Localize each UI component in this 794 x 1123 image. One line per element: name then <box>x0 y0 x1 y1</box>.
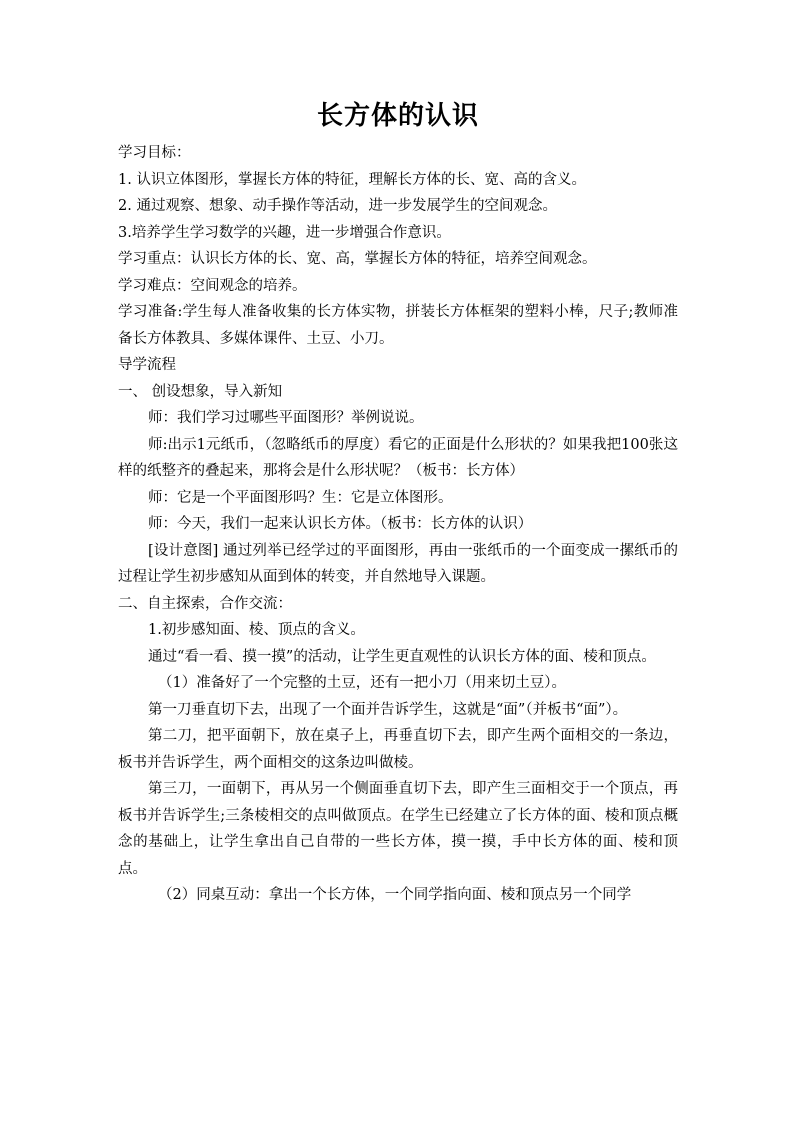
section2-step2: （2）同桌互动：拿出一个长方体，一个同学指向面、棱和顶点另一个同学 <box>158 887 632 903</box>
section2-intro: 通过“看一看、摸一摸”的活动，让学生更直观性的认识长方体的面、棱和顶点。 <box>148 648 656 665</box>
section1-heading: 一、 创设想象，导入新知 <box>118 383 283 400</box>
section2-heading: 二、自主探索，合作交流： <box>118 595 292 612</box>
section2-cut1: 第一刀垂直切下去，出现了一个面并告诉学生，这就是“面”（并板书“面”）。 <box>148 701 628 718</box>
document-title: 长方体的认识 <box>316 101 479 131</box>
design-intent: [设计意图] 通过列举已经学过的平面图形，再由一张纸币的一个面变成一摞纸币的过程让学生初步感知从面到体的转变，并自然地导入课题。 <box>118 542 678 585</box>
objective-item: 1. 认识立体图形，掌握长方体的特征，理解长方体的长、宽、高的含义。 <box>118 171 586 188</box>
section1-line: 师：它是一个平面图形吗？生：它是立体图形。 <box>148 489 453 506</box>
document-page <box>118 96 678 909</box>
objectives-heading: 学习目标： <box>118 145 191 161</box>
section2-step1: （1）准备好了一个完整的土豆，还有一把小刀（用来切土豆）。 <box>158 675 566 691</box>
preparation: 学习准备:学生每人准备收集的长方体实物，拼装长方体框架的塑料小棒，尺子;教师准备长方体教具、多媒体课件、土豆、小刀。 <box>118 304 678 347</box>
objective-item: 3.培养学生学习数学的兴趣，进一步增强合作意识。 <box>118 224 451 241</box>
section1-line: 师:出示1元纸币，（忽略纸币的厚度）看它的正面是什么形状的？如果我把100张这样的纸整齐的叠起来，那将会是什么形状呢？（板书：长方体） <box>118 436 678 479</box>
section2-cut2: 第二刀，把平面朝下，放在桌子上，再垂直切下去，即产生两个面相交的一条边，板书并告诉学生，两个面相交的这条边叫做棱。 <box>118 728 678 771</box>
objective-item: 2. 通过观察、想象、动手操作等活动，进一步发展学生的空间观念。 <box>118 198 557 214</box>
section1-line: 师：我们学习过哪些平面图形？举例说说。 <box>148 410 424 426</box>
section2-subheading: 1.初步感知面、棱、顶点的含义。 <box>148 622 365 638</box>
process-heading: 导学流程 <box>118 357 176 373</box>
key-points: 学习重点：认识长方体的长、宽、高，掌握长方体的特征，培养空间观念。 <box>118 251 597 267</box>
section2-cut3: 第三刀，一面朝下，再从另一个侧面垂直切下去，即产生三面相交于一个顶点，再板书并告诉学生;三条棱相交的点叫做顶点。在学生已经建立了长方体的面、棱和顶点概念的基础上，让学生拿出自己自带的一些长方体，摸一摸，手中长方体的面、棱和顶点。 <box>118 781 678 877</box>
section1-line: 师：今天，我们一起来认识长方体。（板书：长方体的认识） <box>148 516 533 532</box>
difficulty: 学习难点：空间观念的培养。 <box>118 277 307 294</box>
